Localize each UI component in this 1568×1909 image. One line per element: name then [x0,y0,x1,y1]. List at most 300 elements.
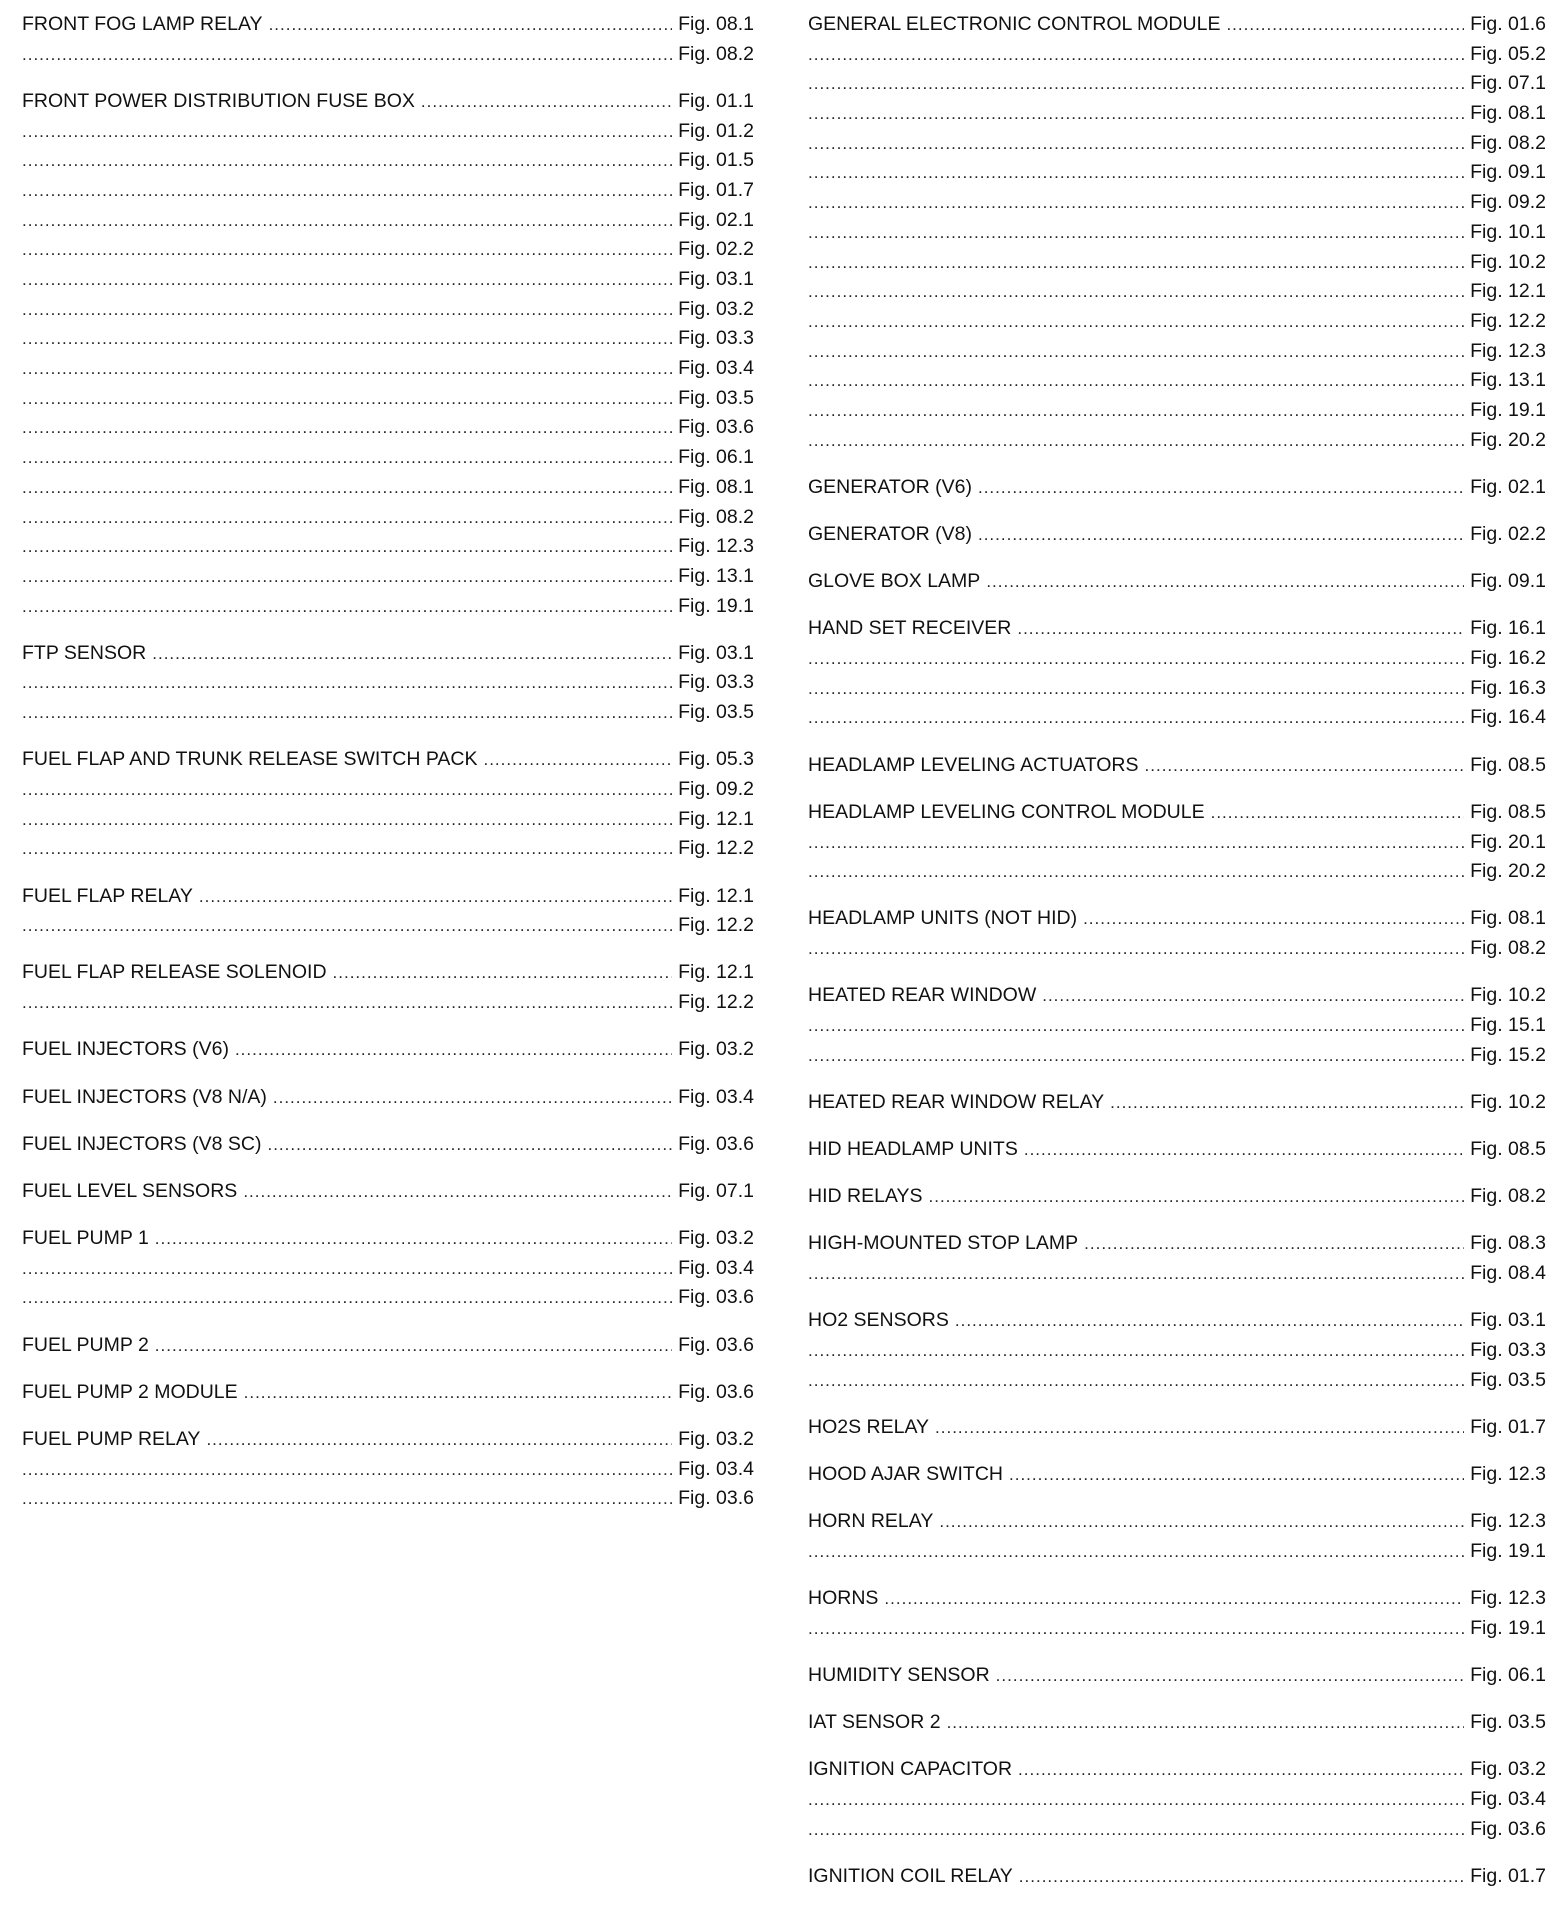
dot-leader [155,1331,672,1361]
index-line [22,775,754,805]
figure-reference: Fig. 03.6 [678,1380,754,1403]
entry-name: HO2S RELAY [808,1415,930,1438]
index-line [808,1708,1546,1738]
index-entry-fuel-flap-release-solenoid [22,958,754,1017]
dot-leader [808,828,1464,858]
index-line [808,520,1546,550]
figure-reference: Fig. 09.1 [1470,161,1546,184]
figure-reference: Fig. 13.1 [1470,369,1546,392]
index-line [22,1378,754,1408]
figure-reference: Fig. 12.3 [1470,339,1546,362]
figure-reference: Fig. 03.5 [678,386,754,409]
dot-leader [22,834,672,864]
dot-leader [243,1177,672,1207]
dot-leader [808,277,1464,307]
dot-leader [155,1224,672,1254]
figure-reference: Fig. 12.3 [1470,1463,1546,1485]
figure-reference: Fig. 08.1 [678,475,754,498]
entry-name: IGNITION CAPACITOR [808,1758,1013,1781]
index-line [808,129,1546,159]
entry-name: IAT SENSOR 2 [808,1711,941,1734]
figure-reference: Fig. 15.1 [1470,1013,1546,1036]
entry-name: FUEL INJECTORS (V8 SC) [22,1132,262,1155]
figure-reference: Fig. 07.1 [678,1179,754,1202]
figure-reference: Fig. 19.1 [678,594,754,617]
entry-name: HUMIDITY SENSOR [808,1663,990,1686]
index-line [808,218,1546,248]
figure-reference: Fig. 01.7 [678,178,754,201]
index-line [22,958,754,988]
index-line [22,1130,754,1160]
index-line [22,882,754,912]
entry-name: HEADLAMP UNITS (NOT HID) [808,907,1078,930]
index-line [22,1331,754,1361]
index-line [808,1182,1546,1212]
index-line [22,911,754,941]
figure-reference: Fig. 08.5 [1470,753,1546,776]
entry-name: FRONT POWER DISTRIBUTION FUSE BOX [22,89,415,112]
dot-leader [22,988,672,1018]
dot-leader [22,176,672,206]
index-entry-heated-rear-window [808,981,1546,1070]
figure-reference: Fig. 08.5 [1470,1138,1546,1160]
index-entry-fuel-pump-2 [22,1331,754,1361]
figure-reference: Fig. 09.2 [678,778,754,800]
dot-leader [939,1507,1464,1537]
entry-name: FUEL FLAP AND TRUNK RELEASE SWITCH PACK [22,748,478,771]
index-line [808,1614,1546,1644]
figure-reference: Fig. 03.5 [1470,1711,1546,1734]
figure-reference: Fig. 05.2 [1470,42,1546,65]
index-line [808,1088,1546,1118]
figure-reference: Fig. 03.6 [678,1333,754,1356]
figure-reference: Fig. 08.3 [1470,1232,1546,1255]
index-line [808,1413,1546,1443]
figure-reference: Fig. 12.1 [678,961,754,984]
dot-leader [978,473,1464,503]
dot-leader [22,354,672,384]
dot-leader [808,1041,1464,1071]
index-line [808,857,1546,887]
dot-leader [808,158,1464,188]
dot-leader [808,99,1464,129]
index-line [808,1229,1546,1259]
figure-reference: Fig. 05.3 [678,748,754,771]
index-line [22,1224,754,1254]
index-entry-hid-relays [808,1182,1546,1212]
entry-name: HIGH-MOUNTED STOP LAMP [808,1232,1079,1255]
dot-leader [22,384,672,414]
index-line [22,10,754,40]
dot-leader [22,1455,672,1485]
index-line [22,1254,754,1284]
dot-leader [1042,981,1464,1011]
index-line [808,1259,1546,1289]
figure-reference: Fig. 03.2 [678,1227,754,1250]
figure-reference: Fig. 08.2 [678,42,754,65]
figure-reference: Fig. 02.1 [678,208,754,231]
figure-reference: Fig. 19.1 [1470,1616,1546,1639]
index-entry-fuel-flap-and-trunk-release-switch-pack [22,745,754,864]
figure-reference: Fig. 13.1 [678,564,754,587]
dot-leader [808,248,1464,278]
dot-leader [22,1484,672,1514]
entry-name: HO2 SENSORS [808,1309,949,1332]
dot-leader [808,188,1464,218]
figure-reference: Fig. 10.2 [1470,984,1546,1007]
index-line [22,87,754,117]
index-line [808,981,1546,1011]
index-line [808,99,1546,129]
index-line [808,1507,1546,1537]
index-line [808,567,1546,597]
figure-reference: Fig. 16.2 [1470,647,1546,670]
dot-leader [22,562,672,592]
figure-reference: Fig. 08.2 [1470,131,1546,154]
index-entry-general-electronic-control-module [808,10,1546,455]
index-line [22,1484,754,1514]
figure-reference: Fig. 03.3 [1470,1338,1546,1361]
index-entry-headlamp-leveling-actuators [808,751,1546,781]
index-line [808,1135,1546,1165]
figure-reference: Fig. 02.1 [1470,475,1546,498]
entry-name: FUEL PUMP 2 MODULE [22,1380,238,1403]
entry-name: GLOVE BOX LAMP [808,570,981,593]
dot-leader [808,1537,1464,1567]
index-entry-hand-set-receiver [808,614,1546,733]
dot-leader [1009,1460,1464,1490]
dot-leader [808,1785,1464,1815]
dot-leader [22,503,672,533]
dot-leader [22,473,672,503]
figure-reference: Fig. 03.6 [678,1286,754,1309]
index-line [808,1815,1546,1845]
figure-reference: Fig. 08.1 [1470,102,1546,125]
index-line [808,337,1546,367]
dot-leader [808,40,1464,70]
dot-leader [1017,614,1464,644]
figure-reference: Fig. 03.4 [678,1457,754,1480]
figure-reference: Fig. 10.1 [1470,220,1546,243]
figure-reference: Fig. 19.1 [1470,398,1546,421]
dot-leader [808,703,1464,733]
dot-leader [22,265,672,295]
figure-reference: Fig. 03.2 [1470,1758,1546,1781]
figure-reference: Fig. 08.2 [1470,1185,1546,1208]
index-line [808,1862,1546,1892]
index-line [22,443,754,473]
index-entry-generator-v8 [808,520,1546,550]
index-line [808,828,1546,858]
dot-leader [808,644,1464,674]
index-line [22,413,754,443]
figure-reference: Fig. 12.3 [1470,1510,1546,1533]
index-entry-ignition-capacitor [808,1755,1546,1844]
dot-leader [22,443,672,473]
index-entry-ho2s-relay [808,1413,1546,1443]
dot-leader [808,674,1464,704]
entry-name: GENERATOR (V6) [808,475,972,498]
figure-reference: Fig. 09.2 [1470,191,1546,214]
figure-reference: Fig. 03.1 [1470,1309,1546,1332]
dot-leader [152,639,672,669]
index-line [22,503,754,533]
index-line [808,644,1546,674]
dot-leader [22,1254,672,1284]
index-entry-fuel-pump-relay [22,1425,754,1514]
index-line [22,1425,754,1455]
index-line [808,674,1546,704]
figure-reference: Fig. 12.2 [678,914,754,937]
dot-leader [808,69,1464,99]
index-line [808,1011,1546,1041]
figure-reference: Fig. 02.2 [1470,523,1546,545]
entry-name: FUEL INJECTORS (V8 N/A) [22,1085,267,1108]
index-line [808,473,1546,503]
dot-leader [1084,1229,1464,1259]
dot-leader [22,117,672,147]
dot-leader [1019,1862,1464,1892]
index-entry-ignition-coil-relay [808,1862,1546,1892]
figure-reference: Fig. 08.2 [678,505,754,528]
entry-name: FUEL FLAP RELEASE SOLENOID [22,961,327,984]
dot-leader [22,206,672,236]
index-line [808,1537,1546,1567]
index-line [808,1041,1546,1071]
figure-reference: Fig. 20.2 [1470,428,1546,451]
figure-reference: Fig. 01.1 [678,89,754,112]
index-entry-fuel-pump-1 [22,1224,754,1313]
dot-leader [808,396,1464,426]
index-line [22,668,754,698]
index-line [808,69,1546,99]
index-line [808,158,1546,188]
index-line [22,354,754,384]
dot-leader [1018,1755,1464,1785]
dot-leader [483,745,672,775]
dot-leader [996,1661,1464,1691]
figure-reference: Fig. 06.1 [678,446,754,469]
figure-reference: Fig. 19.1 [1470,1539,1546,1562]
figure-reference: Fig. 12.1 [678,807,754,830]
figure-reference: Fig. 16.3 [1470,676,1546,699]
index-line [808,248,1546,278]
index-entry-horn-relay [808,1507,1546,1566]
entry-name: FTP SENSOR [22,641,147,664]
dot-leader [955,1306,1464,1336]
figure-reference: Fig. 15.2 [1470,1043,1546,1066]
index-line [808,614,1546,644]
index-entry-generator-v6 [808,473,1546,503]
index-entry-headlamp-units-not-hid [808,904,1546,963]
index-line [808,1460,1546,1490]
dot-leader [22,532,672,562]
figure-reference: Fig. 01.7 [1470,1415,1546,1438]
figure-reference: Fig. 12.1 [1470,280,1546,303]
figure-reference: Fig. 03.4 [678,1085,754,1108]
dot-leader [1145,751,1465,781]
index-entry-fuel-injectors-v8-n-a [22,1083,754,1113]
figure-reference: Fig. 03.3 [678,327,754,350]
figure-reference: Fig. 03.6 [678,416,754,439]
figure-reference: Fig. 12.3 [1470,1587,1546,1610]
figure-reference: Fig. 01.5 [678,149,754,172]
index-line [808,1366,1546,1396]
index-entry-fuel-level-sensors [22,1177,754,1207]
index-line [808,904,1546,934]
index-line [808,366,1546,396]
entry-name: IGNITION COIL RELAY [808,1864,1013,1887]
dot-leader [808,1336,1464,1366]
index-line [22,473,754,503]
index-line [808,1785,1546,1815]
dot-leader [1083,904,1464,934]
figure-reference: Fig. 03.1 [678,268,754,290]
dot-leader [333,958,673,988]
figure-reference: Fig. 06.1 [1470,1663,1546,1686]
dot-leader [199,882,672,912]
entry-name: HORN RELAY [808,1510,934,1533]
dot-leader [22,413,672,443]
index-line [808,1755,1546,1785]
figure-reference: Fig. 12.1 [678,884,754,907]
figure-reference: Fig. 12.3 [678,535,754,558]
figure-reference: Fig. 12.2 [1470,309,1546,332]
entry-name: HAND SET RECEIVER [808,617,1012,640]
dot-leader [884,1584,1464,1614]
index-entry-fuel-injectors-v8-sc [22,1130,754,1160]
figure-reference: Fig. 03.2 [678,1038,754,1061]
index-entry-high-mounted-stop-lamp [808,1229,1546,1288]
dot-leader [421,87,672,117]
index-line [22,745,754,775]
dot-leader [978,520,1464,550]
dot-leader [206,1425,672,1455]
dot-leader [269,10,673,40]
figure-reference: Fig. 16.1 [1470,617,1546,640]
dot-leader [22,805,672,835]
figure-reference: Fig. 12.2 [678,837,754,860]
dot-leader [808,337,1464,367]
entry-name: FUEL FLAP RELAY [22,884,193,907]
index-entry-hid-headlamp-units [808,1135,1546,1165]
figure-reference: Fig. 03.6 [678,1487,754,1510]
index-entry-front-fog-lamp-relay [22,10,754,69]
dot-leader [22,235,672,265]
dot-leader [808,218,1464,248]
index-line [808,396,1546,426]
index-entry-horns [808,1584,1546,1643]
dot-leader [244,1378,672,1408]
index-line [808,1306,1546,1336]
entry-name: HID RELAYS [808,1185,923,1208]
index-entry-fuel-injectors-v6 [22,1035,754,1065]
dot-leader [22,698,672,728]
index-column-left [22,10,754,1532]
dot-leader [808,1259,1464,1289]
entry-name: HEADLAMP LEVELING ACTUATORS [808,753,1139,776]
entry-name: FUEL INJECTORS (V6) [22,1038,229,1061]
dot-leader [986,567,1464,597]
dot-leader [808,1815,1464,1845]
figure-reference: Fig. 10.2 [1470,250,1546,273]
index-line [808,307,1546,337]
dot-leader [808,1614,1464,1644]
dot-leader [935,1413,1464,1443]
dot-leader [808,857,1464,887]
figure-reference: Fig. 20.1 [1470,830,1546,853]
index-entry-heated-rear-window-relay [808,1088,1546,1118]
index-line [22,592,754,622]
index-line [22,532,754,562]
dot-leader [808,129,1464,159]
index-line [22,988,754,1018]
figure-reference: Fig. 03.6 [1470,1817,1546,1840]
figure-reference: Fig. 01.7 [1470,1864,1546,1887]
entry-name: GENERATOR (V8) [808,523,972,545]
index-line [22,1083,754,1113]
figure-reference: Fig. 03.2 [678,297,754,320]
entry-name: FUEL PUMP 2 [22,1333,149,1356]
dot-leader [235,1035,672,1065]
entry-name: HORNS [808,1587,879,1610]
index-line [808,40,1546,70]
index-line [22,206,754,236]
dot-leader [808,934,1464,964]
figure-reference: Fig. 08.4 [1470,1262,1546,1285]
figure-reference: Fig. 16.4 [1470,706,1546,729]
dot-leader [22,1283,672,1313]
index-line [22,384,754,414]
dot-leader [808,307,1464,337]
index-line [808,934,1546,964]
index-entry-hood-ajar-switch [808,1460,1546,1490]
dot-leader [808,1366,1464,1396]
dot-leader [22,911,672,941]
entry-name: HID HEADLAMP UNITS [808,1138,1018,1160]
entry-name: HOOD AJAR SWITCH [808,1463,1004,1485]
figure-reference: Fig. 01.2 [678,119,754,142]
figure-reference: Fig. 10.2 [1470,1090,1546,1113]
index-line [22,324,754,354]
index-line [22,1035,754,1065]
index-line [808,703,1546,733]
index-entry-iat-sensor-2 [808,1708,1546,1738]
index-entry-ftp-sensor [22,639,754,728]
figure-reference: Fig. 03.4 [678,357,754,380]
entry-name: GENERAL ELECTRONIC CONTROL MODULE [808,13,1221,35]
figure-reference: Fig. 09.1 [1470,570,1546,593]
index-entry-ho2-sensors [808,1306,1546,1395]
figure-reference: Fig. 03.5 [1470,1368,1546,1391]
index-entry-headlamp-leveling-control-module [808,798,1546,887]
index-line [808,10,1546,40]
index-line [808,188,1546,218]
figure-reference: Fig. 03.4 [1470,1788,1546,1810]
dot-leader [1110,1088,1464,1118]
entry-name: HEATED REAR WINDOW [808,984,1037,1007]
dot-leader [22,775,672,805]
entry-name: HEATED REAR WINDOW RELAY [808,1090,1105,1113]
index-line [22,834,754,864]
figure-reference: Fig. 03.3 [678,671,754,694]
index-column-right [808,10,1546,1909]
figure-reference: Fig. 03.2 [678,1428,754,1450]
dot-leader [22,592,672,622]
dot-leader [808,426,1464,456]
entry-name: FUEL PUMP 1 [22,1227,149,1250]
figure-reference: Fig. 01.6 [1470,13,1546,35]
